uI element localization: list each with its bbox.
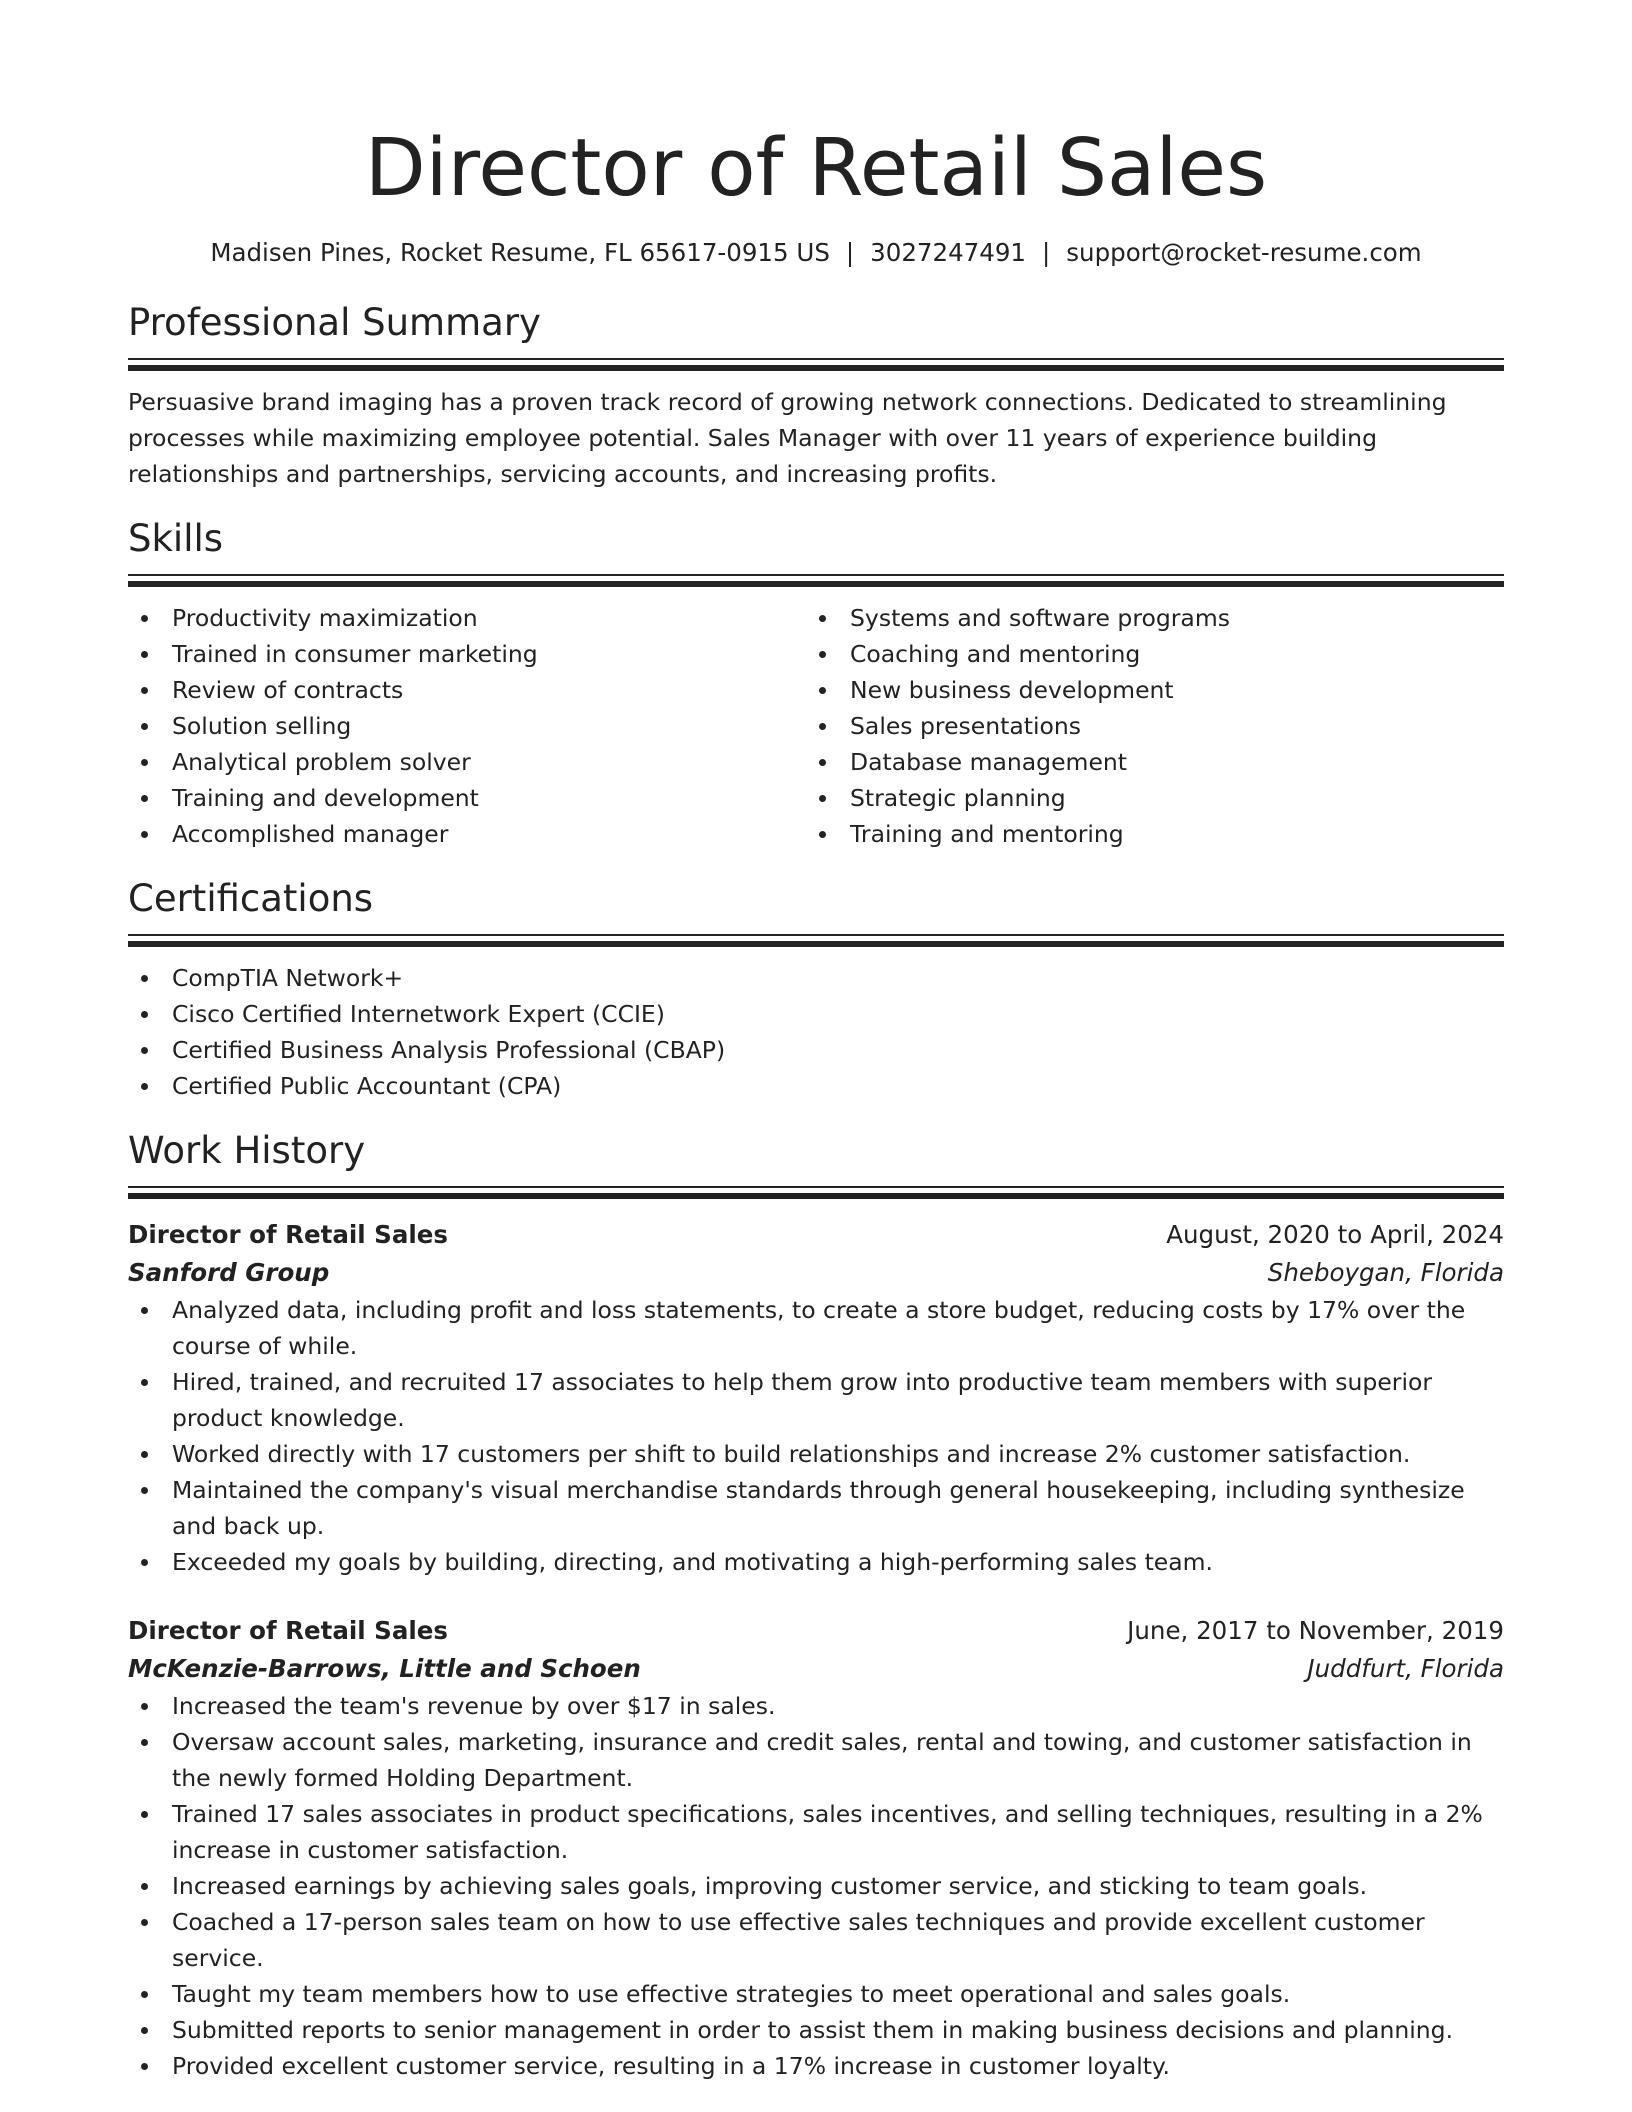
resume-page — [128, 0, 1504, 2084]
skill-item: Sales presentations — [806, 708, 1484, 744]
job-dates: August, 2020 to April, 2024 — [1166, 1220, 1504, 1249]
job-bullet: Oversaw account sales, marketing, insurance and credit sales, rental and towing, and customer satisfaction in the newly formed Holding Department. — [128, 1724, 1504, 1796]
skills-heading: Skills — [128, 517, 224, 560]
job-company: McKenzie-Barrows, Little and Schoen — [128, 1654, 641, 1683]
skill-item: Systems and software programs — [806, 600, 1484, 636]
job-entry — [128, 1216, 1504, 1580]
job-header-row — [128, 1216, 1504, 1254]
job-dates: June, 2017 to November, 2019 — [1127, 1616, 1504, 1645]
job-bullet: Maintained the company's visual merchandise standards through general housekeeping, including synthesize and back up. — [128, 1472, 1504, 1544]
job-bullet: Coached a 17-person sales team on how to use effective sales techniques and provide excellent customer service. — [128, 1904, 1504, 1976]
job-bullets — [128, 1688, 1504, 2084]
job-bullet: Hired, trained, and recruited 17 associates to help them grow into productive team members with superior product knowledge. — [128, 1364, 1504, 1436]
certifications-list — [128, 960, 1504, 1104]
section-divider — [128, 1186, 1504, 1200]
summary-text: Persuasive brand imaging has a proven track record of growing network connections. Dedicated to streamlining processes while maximizing employee potential. Sales Manager with over 11 years of experience building relationships and partnerships, servicing accounts, and increasing profits. — [128, 388, 1447, 488]
summary-section — [128, 300, 1504, 492]
skill-item: Analytical problem solver — [128, 744, 806, 780]
job-bullet: Exceeded my goals by building, directing, and motivating a high-performing sales team. — [128, 1544, 1504, 1580]
skills-right-list — [806, 600, 1484, 852]
job-subheader-row — [128, 1650, 1504, 1688]
skill-item: Training and development — [128, 780, 806, 816]
section-divider — [128, 574, 1504, 588]
job-company: Sanford Group — [128, 1258, 330, 1287]
skill-item: Solution selling — [128, 708, 806, 744]
certification-item: Certified Public Accountant (CPA) — [128, 1068, 1504, 1104]
contact-email: support@rocket-resume.com — [1066, 238, 1422, 267]
skill-item: Review of contracts — [128, 672, 806, 708]
contact-line — [128, 236, 1504, 270]
job-header-row — [128, 1612, 1504, 1650]
certifications-section — [128, 876, 1504, 1104]
skills-left-list — [128, 600, 806, 852]
contact-phone: 3027247491 — [870, 238, 1027, 267]
certification-item: Cisco Certified Internetwork Expert (CCIE) — [128, 996, 1504, 1032]
section-divider — [128, 934, 1504, 948]
skill-item: New business development — [806, 672, 1484, 708]
skill-item: Accomplished manager — [128, 816, 806, 852]
job-title: Director of Retail Sales — [128, 1616, 448, 1645]
contact-address: Madisen Pines, Rocket Resume, FL 65617-0915 US — [210, 238, 830, 267]
job-bullet: Trained 17 sales associates in product specifications, sales incentives, and selling techniques, resulting in a 2% increase in customer satisfaction. — [128, 1796, 1504, 1868]
skill-item: Trained in consumer marketing — [128, 636, 806, 672]
work-history-section — [128, 1128, 1504, 2084]
skills-section — [128, 516, 1504, 852]
work-history-heading: Work History — [128, 1129, 366, 1172]
skill-item: Strategic planning — [806, 780, 1484, 816]
job-bullet: Increased earnings by achieving sales goals, improving customer service, and sticking to team goals. — [128, 1868, 1504, 1904]
resume-title: Director of Retail Sales — [364, 122, 1268, 214]
job-location: Juddfurt, Florida — [1307, 1654, 1504, 1683]
section-divider — [128, 358, 1504, 372]
job-bullet: Worked directly with 17 customers per shift to build relationships and increase 2% customer satisfaction. — [128, 1436, 1504, 1472]
job-bullet: Provided excellent customer service, resulting in a 17% increase in customer loyalty. — [128, 2048, 1504, 2084]
certifications-heading: Certifications — [128, 877, 374, 920]
job-bullet: Analyzed data, including profit and loss statements, to create a store budget, reducing costs by 17% over the course of while. — [128, 1292, 1504, 1364]
job-bullet: Increased the team's revenue by over $17 in sales. — [128, 1688, 1504, 1724]
contact-separator: | — [845, 238, 855, 267]
skill-item: Coaching and mentoring — [806, 636, 1484, 672]
skills-grid — [128, 600, 1504, 852]
job-location: Sheboygan, Florida — [1267, 1258, 1504, 1287]
job-bullet: Submitted reports to senior management in order to assist them in making business decisions and planning. — [128, 2012, 1504, 2048]
skill-item: Training and mentoring — [806, 816, 1484, 852]
skill-item: Database management — [806, 744, 1484, 780]
job-subheader-row — [128, 1254, 1504, 1292]
summary-heading: Professional Summary — [128, 301, 541, 344]
contact-separator: | — [1042, 238, 1051, 267]
job-bullet: Taught my team members how to use effective strategies to meet operational and sales goals. — [128, 1976, 1504, 2012]
job-entry — [128, 1612, 1504, 2084]
skill-item: Productivity maximization — [128, 600, 806, 636]
certification-item: CompTIA Network+ — [128, 960, 1504, 996]
certification-item: Certified Business Analysis Professional (CBAP) — [128, 1032, 1504, 1068]
job-bullets — [128, 1292, 1504, 1580]
job-title: Director of Retail Sales — [128, 1220, 448, 1249]
